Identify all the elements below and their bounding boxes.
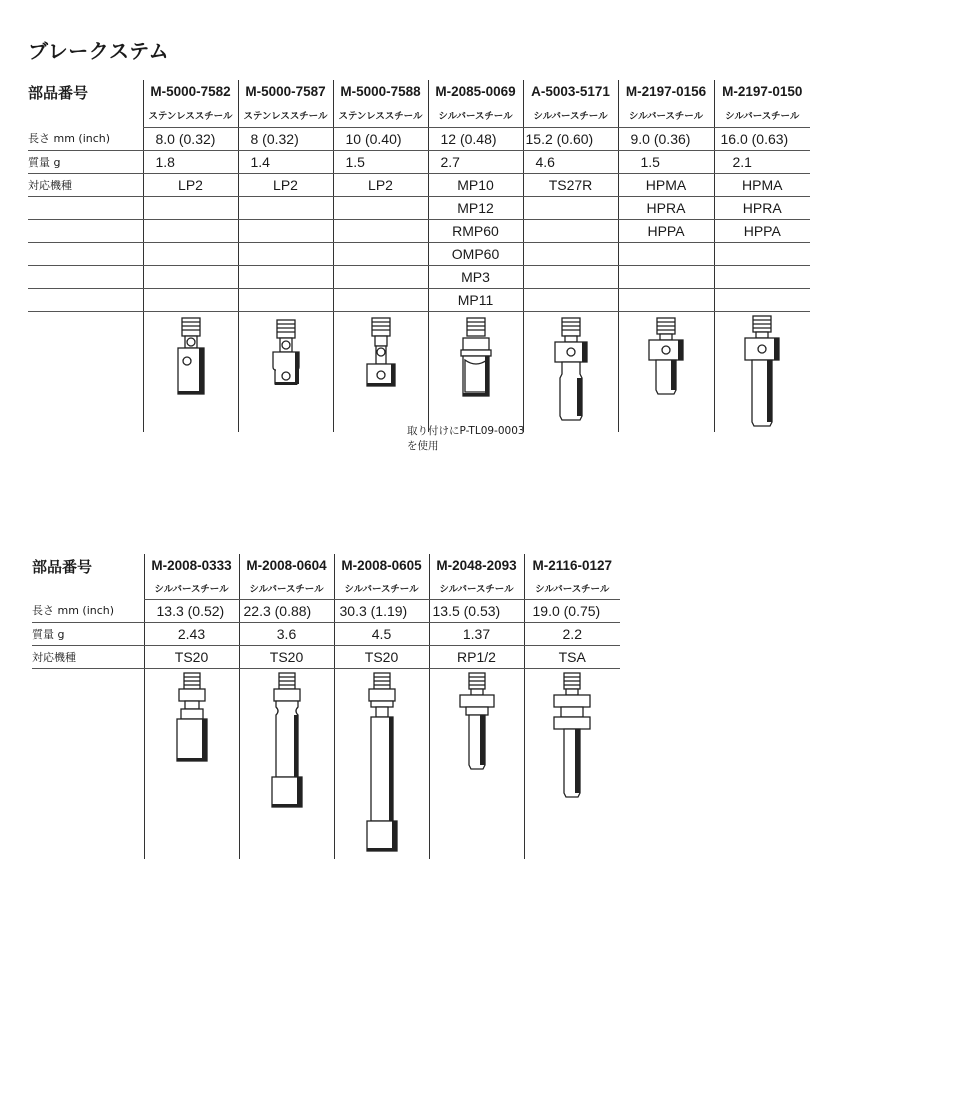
material: シルバースチール <box>428 103 523 127</box>
empty-cell <box>238 288 333 311</box>
empty-cell <box>333 288 428 311</box>
break-stem-table-1 <box>28 80 810 432</box>
mass-label: 質量 g <box>28 150 143 173</box>
compat-model: TS20 <box>334 645 429 668</box>
length-value: 13.3 (0.52) <box>144 599 239 622</box>
compat-model: LP2 <box>333 173 428 196</box>
part-number: M-5000-7582 <box>143 80 238 103</box>
mass-value: 1.37 <box>429 622 524 645</box>
compat-model: HPRA <box>714 196 810 219</box>
break-stem-drawing <box>452 669 502 779</box>
part-number: M-2008-0605 <box>334 554 429 577</box>
empty-cell <box>143 219 238 242</box>
material: シルバースチール <box>523 103 618 127</box>
part-number-label: 部品番号 <box>28 84 89 102</box>
mass-value: 1.8 <box>143 150 238 173</box>
compat-model: TS20 <box>144 645 239 668</box>
empty-cell <box>143 196 238 219</box>
empty-cell <box>618 265 714 288</box>
empty-cell <box>523 196 618 219</box>
break-stem-drawing <box>524 668 620 859</box>
empty-cell <box>714 242 810 265</box>
mass-value: 2.7 <box>428 150 523 173</box>
material: シルバースチール <box>239 577 334 599</box>
mass-value: 2.43 <box>144 622 239 645</box>
break-stem-drawing <box>262 669 312 814</box>
material: シルバースチール <box>524 577 620 599</box>
break-stem-drawing <box>356 312 406 402</box>
installation-note <box>407 424 525 454</box>
empty-cell <box>618 242 714 265</box>
part-number: M-2116-0127 <box>524 554 620 577</box>
mass-value: 3.6 <box>239 622 334 645</box>
empty-cell <box>333 196 428 219</box>
break-stem-table-2 <box>32 554 620 859</box>
part-number: M-5000-7588 <box>333 80 428 103</box>
part-number: M-2008-0604 <box>239 554 334 577</box>
compat-model: RMP60 <box>428 219 523 242</box>
empty-cell <box>333 265 428 288</box>
part-number: M-2085-0069 <box>428 80 523 103</box>
mass-value: 1.5 <box>333 150 428 173</box>
mass-value: 2.2 <box>524 622 620 645</box>
note-line: 取り付けにP-TL09-0003 <box>407 425 525 437</box>
empty-cell <box>143 265 238 288</box>
empty-cell <box>28 311 143 432</box>
compat-label: 対応機種 <box>32 645 144 668</box>
length-value: 16.0 (0.63) <box>714 127 810 150</box>
empty-cell <box>32 668 144 859</box>
length-label: 長さ mm (inch) <box>28 127 143 150</box>
empty-cell <box>714 288 810 311</box>
compat-model: HPMA <box>714 173 810 196</box>
empty-cell <box>28 196 143 219</box>
length-value: 13.5 (0.53) <box>429 599 524 622</box>
empty-cell <box>523 265 618 288</box>
empty-cell <box>28 242 143 265</box>
empty-cell <box>143 242 238 265</box>
break-stem-drawing <box>737 312 787 432</box>
part-number: M-2008-0333 <box>144 554 239 577</box>
material: シルバースチール <box>714 103 810 127</box>
part-number: M-5000-7587 <box>238 80 333 103</box>
length-value: 19.0 (0.75) <box>524 599 620 622</box>
material: ステンレススチール <box>143 103 238 127</box>
empty-cell <box>28 219 143 242</box>
compat-model: HPRA <box>618 196 714 219</box>
break-stem-drawing <box>167 669 217 769</box>
material: ステンレススチール <box>238 103 333 127</box>
material: シルバースチール <box>334 577 429 599</box>
length-value: 12 (0.48) <box>428 127 523 150</box>
break-stem-drawing <box>239 668 334 859</box>
compat-model: MP11 <box>428 288 523 311</box>
break-stem-drawing <box>144 668 239 859</box>
empty-cell <box>333 242 428 265</box>
mass-label: 質量 g <box>32 622 144 645</box>
empty-cell <box>523 242 618 265</box>
part-number: M-2197-0150 <box>714 80 810 103</box>
mass-value: 1.5 <box>618 150 714 173</box>
compat-model: HPPA <box>714 219 810 242</box>
empty-cell <box>333 219 428 242</box>
length-value: 15.2 (0.60) <box>523 127 618 150</box>
empty-cell <box>714 265 810 288</box>
length-value: 10 (0.40) <box>333 127 428 150</box>
compat-model: HPMA <box>618 173 714 196</box>
empty-cell <box>238 219 333 242</box>
empty-cell <box>143 288 238 311</box>
compat-model: LP2 <box>238 173 333 196</box>
break-stem-drawing <box>547 669 597 804</box>
break-stem-drawing <box>166 312 216 402</box>
empty-cell <box>238 242 333 265</box>
break-stem-drawing <box>333 311 428 432</box>
break-stem-drawing <box>261 312 311 402</box>
empty-cell <box>238 265 333 288</box>
break-stem-drawing <box>546 312 596 422</box>
break-stem-drawing <box>143 311 238 432</box>
material: ステンレススチール <box>333 103 428 127</box>
compat-model: TS20 <box>239 645 334 668</box>
compat-model: OMP60 <box>428 242 523 265</box>
break-stem-drawing <box>523 311 618 432</box>
part-number-label: 部品番号 <box>32 558 93 576</box>
break-stem-drawing <box>641 312 691 402</box>
empty-cell <box>523 288 618 311</box>
break-stem-drawing <box>357 669 407 859</box>
compat-model: MP10 <box>428 173 523 196</box>
length-value: 8 (0.32) <box>238 127 333 150</box>
break-stem-drawing <box>334 668 429 859</box>
mass-value: 4.5 <box>334 622 429 645</box>
compat-model: TS27R <box>523 173 618 196</box>
break-stem-drawing <box>714 311 810 432</box>
empty-cell <box>28 265 143 288</box>
empty-cell <box>523 219 618 242</box>
length-value: 9.0 (0.36) <box>618 127 714 150</box>
compat-model: MP3 <box>428 265 523 288</box>
compat-model: RP1/2 <box>429 645 524 668</box>
compat-model: MP12 <box>428 196 523 219</box>
mass-value: 4.6 <box>523 150 618 173</box>
empty-cell <box>238 196 333 219</box>
compat-model: TSA <box>524 645 620 668</box>
break-stem-drawing <box>451 312 501 402</box>
mass-value: 1.4 <box>238 150 333 173</box>
break-stem-drawing <box>428 311 523 432</box>
empty-cell <box>28 288 143 311</box>
break-stem-drawing <box>429 668 524 859</box>
length-value: 30.3 (1.19) <box>334 599 429 622</box>
note-line: を使用 <box>407 440 439 452</box>
part-number: A-5003-5171 <box>523 80 618 103</box>
mass-value: 2.1 <box>714 150 810 173</box>
material: シルバースチール <box>144 577 239 599</box>
break-stem-drawing <box>618 311 714 432</box>
part-number: M-2197-0156 <box>618 80 714 103</box>
material: シルバースチール <box>429 577 524 599</box>
empty-cell <box>618 288 714 311</box>
length-value: 22.3 (0.88) <box>239 599 334 622</box>
part-number: M-2048-2093 <box>429 554 524 577</box>
page-title: ブレークステム <box>28 39 170 63</box>
material: シルバースチール <box>618 103 714 127</box>
compat-model: HPPA <box>618 219 714 242</box>
compat-model: LP2 <box>143 173 238 196</box>
length-value: 8.0 (0.32) <box>143 127 238 150</box>
break-stem-drawing <box>238 311 333 432</box>
compat-label: 対応機種 <box>28 173 143 196</box>
length-label: 長さ mm (inch) <box>32 599 144 622</box>
